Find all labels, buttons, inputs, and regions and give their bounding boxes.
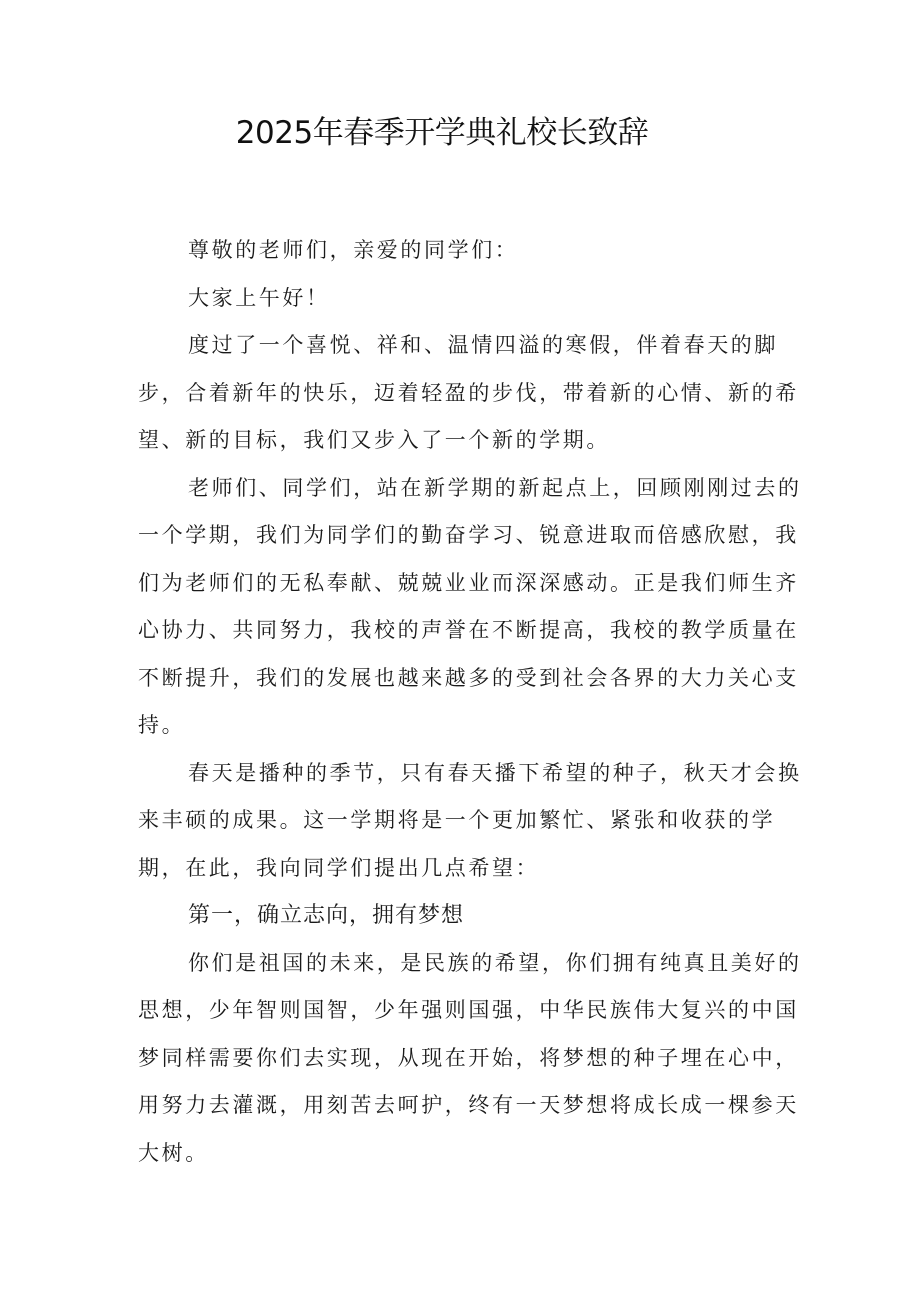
greeting: 尊敬的老师们，亲爱的同学们： xyxy=(188,238,519,262)
section-heading: 第一，确立志向，拥有梦想 xyxy=(188,903,465,928)
paragraph-3: 春天是播种的季节，只有春天播下希望的种子，秋天才会换来丰硕的成果。这一学期将是一个更加繁忙、紧张和收获的学期，在此，我向同学们提出几点希望： xyxy=(138,760,802,880)
document-body xyxy=(138,227,806,1177)
section-paragraph: 你们是祖国的未来，是民族的希望，你们拥有纯真且美好的思想，少年智则国智，少年强则国强，中华民族伟大复兴的中国梦同样需要你们去实现，从现在开始，将梦想的种子埋在心中，用努力去灌溉，用刻苦去呵护，终有一天梦想将成长成一棵参天大树。 xyxy=(138,950,802,1165)
paragraph-1: 度过了一个喜悦、祥和、温情四溢的寒假，伴着春天的脚步，合着新年的快乐，迈着轻盈的步伐，带着新的心情、新的希望、新的目标，我们又步入了一个新的学期。 xyxy=(138,333,799,452)
document-title: 2025年春季开学典礼校长致辞 xyxy=(235,115,649,151)
paragraph-2: 老师们、同学们，站在新学期的新起点上，回顾刚刚过去的一个学期，我们为同学们的勤奋学习、锐意进取而倍感欣慰，我们为老师们的无私奉献、兢兢业业而深深感动。正是我们师生齐心协力、共同努力，我校的声誉在不断提高，我校的教学质量在不断提升，我们的发展也越来越多的受到社会各界的大力关心支持。 xyxy=(138,475,802,737)
salutation: 大家上午好！ xyxy=(188,285,330,310)
